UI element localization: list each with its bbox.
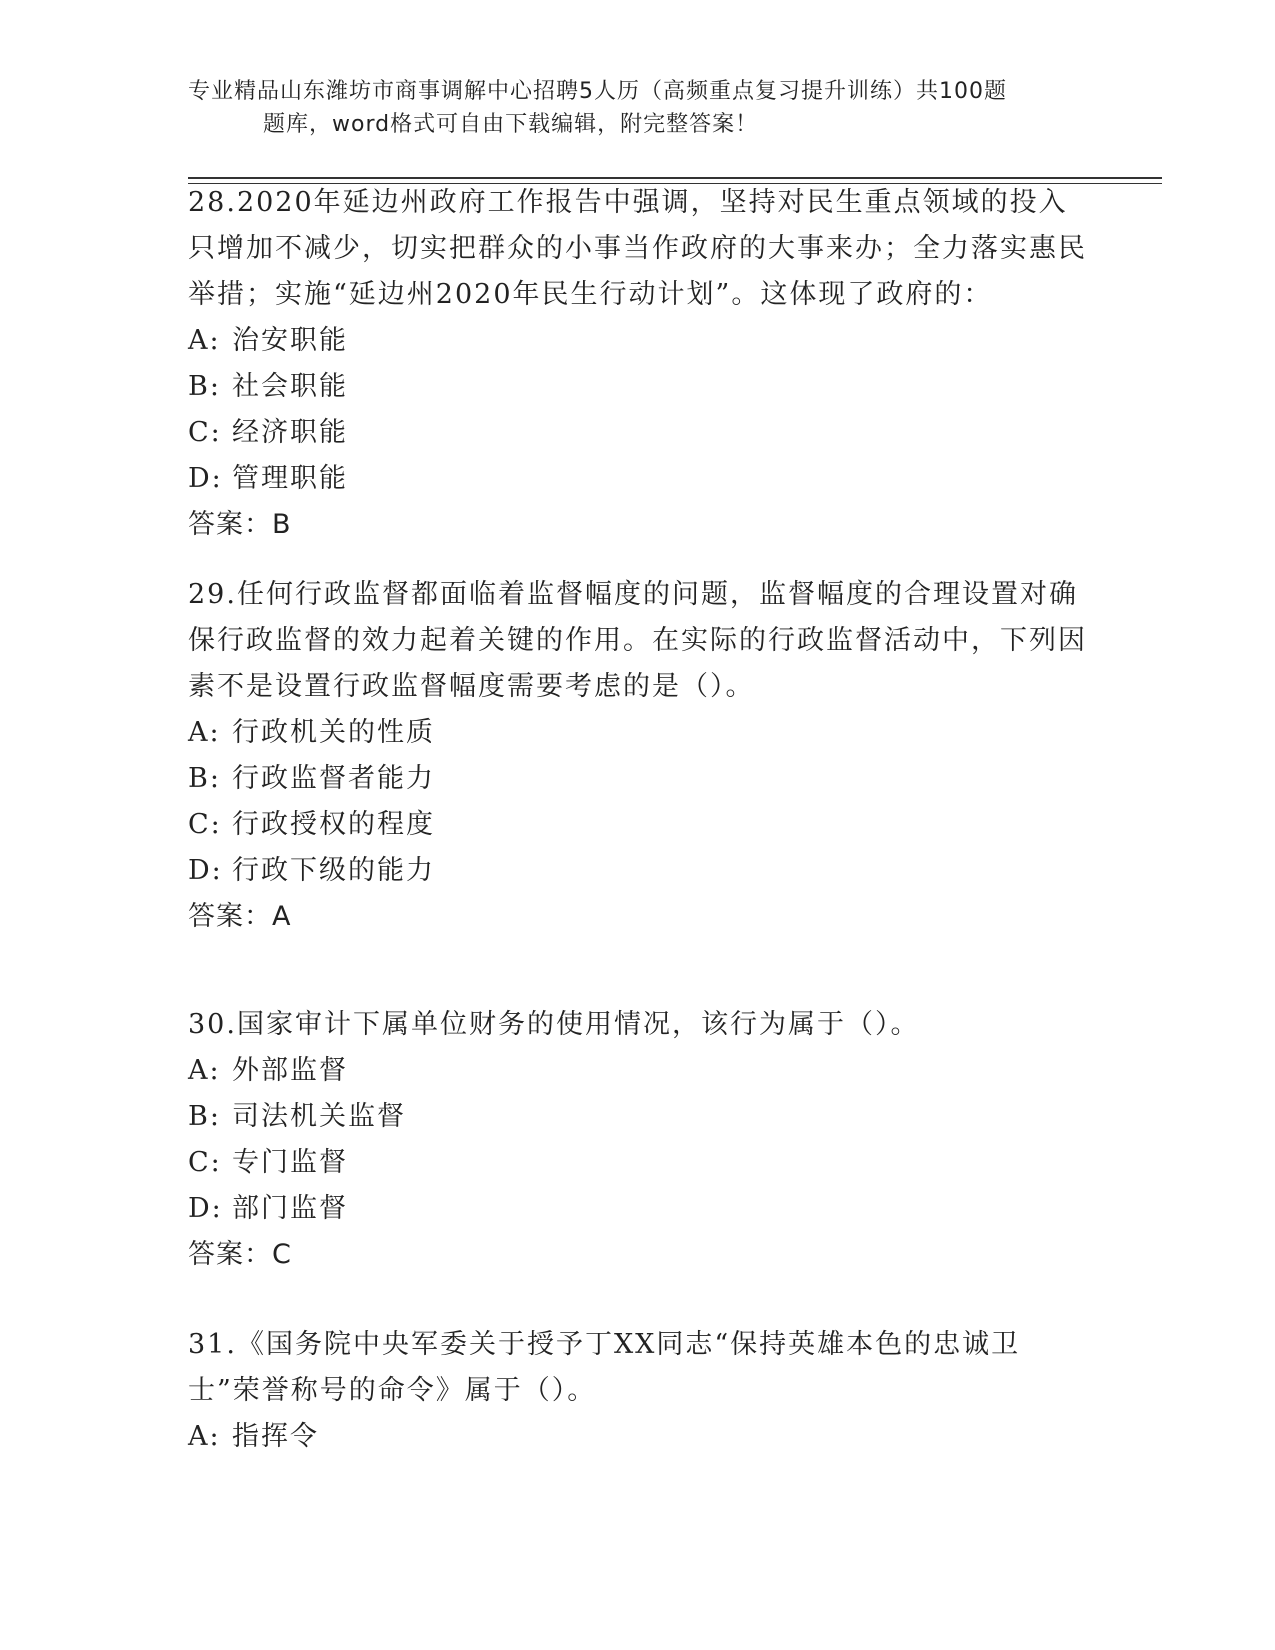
option-a [188,1414,1088,1460]
option-text: 专门监督 [232,1147,348,1178]
option-text: 治安职能 [232,325,348,356]
answer-label: 答案：C [188,1239,292,1270]
option-key: B: [188,763,221,794]
question-stem: 31.《国务院中央军委关于授予丁XX同志“保持英雄本色的忠诚卫士”荣誉称号的命令》属于（）。 [188,1329,1021,1406]
option-text: 行政授权的程度 [232,809,435,840]
option-a [188,318,1088,364]
option-a [188,1048,1088,1094]
option-d [188,456,1088,502]
header-title-line1: 专业精品山东潍坊市商事调解中心招聘5人历（高频重点复习提升训练）共100题 [188,79,1007,104]
answer-label: 答案：A [188,901,292,932]
option-key: D: [188,855,223,886]
option-key: C: [188,1147,222,1178]
answer-label: 答案：B [188,509,292,540]
option-key: B: [188,371,221,402]
question-stem: 28.2020年延边州政府工作报告中强调，坚持对民生重点领域的投入只增加不减少，切实把群众的小事当作政府的大事来办；全力落实惠民举措；实施“延边州2020年民生行动计划”。这体现了政府的： [188,187,1087,310]
option-text: 管理职能 [232,463,348,494]
option-text: 行政机关的性质 [232,717,435,748]
option-key: C: [188,417,222,448]
header-rule-thick [188,177,1162,179]
option-a [188,710,1088,756]
option-key: C: [188,809,222,840]
option-b [188,1094,1088,1140]
question-29 [188,572,1088,940]
question-28 [188,180,1088,548]
option-text: 外部监督 [232,1055,348,1086]
option-text: 社会职能 [232,371,348,402]
option-key: A: [188,1421,221,1452]
option-text: 行政监督者能力 [232,763,435,794]
option-key: A: [188,325,221,356]
option-key: A: [188,717,221,748]
question-stem: 30.国家审计下属单位财务的使用情况，该行为属于（）。 [188,1009,920,1040]
option-text: 指挥令 [232,1421,319,1452]
option-c [188,410,1088,456]
option-key: D: [188,1193,223,1224]
option-c [188,802,1088,848]
option-b [188,364,1088,410]
option-d [188,848,1088,894]
option-text: 行政下级的能力 [232,855,435,886]
option-d [188,1186,1088,1232]
option-text: 部门监督 [232,1193,348,1224]
option-c [188,1140,1088,1186]
option-text: 经济职能 [232,417,348,448]
option-b [188,756,1088,802]
option-text: 司法机关监督 [232,1101,406,1132]
option-key: A: [188,1055,221,1086]
question-stem: 29.任何行政监督都面临着监督幅度的问题，监督幅度的合理设置对确保行政监督的效力起着关键的作用。在实际的行政监督活动中，下列因素不是设置行政监督幅度需要考虑的是（）。 [188,579,1087,702]
option-key: D: [188,463,223,494]
question-30 [188,1002,1088,1278]
option-key: B: [188,1101,221,1132]
question-31 [188,1322,1088,1460]
header-title-line2: 题库，word格式可自由下载编辑，附完整答案！ [263,112,759,137]
